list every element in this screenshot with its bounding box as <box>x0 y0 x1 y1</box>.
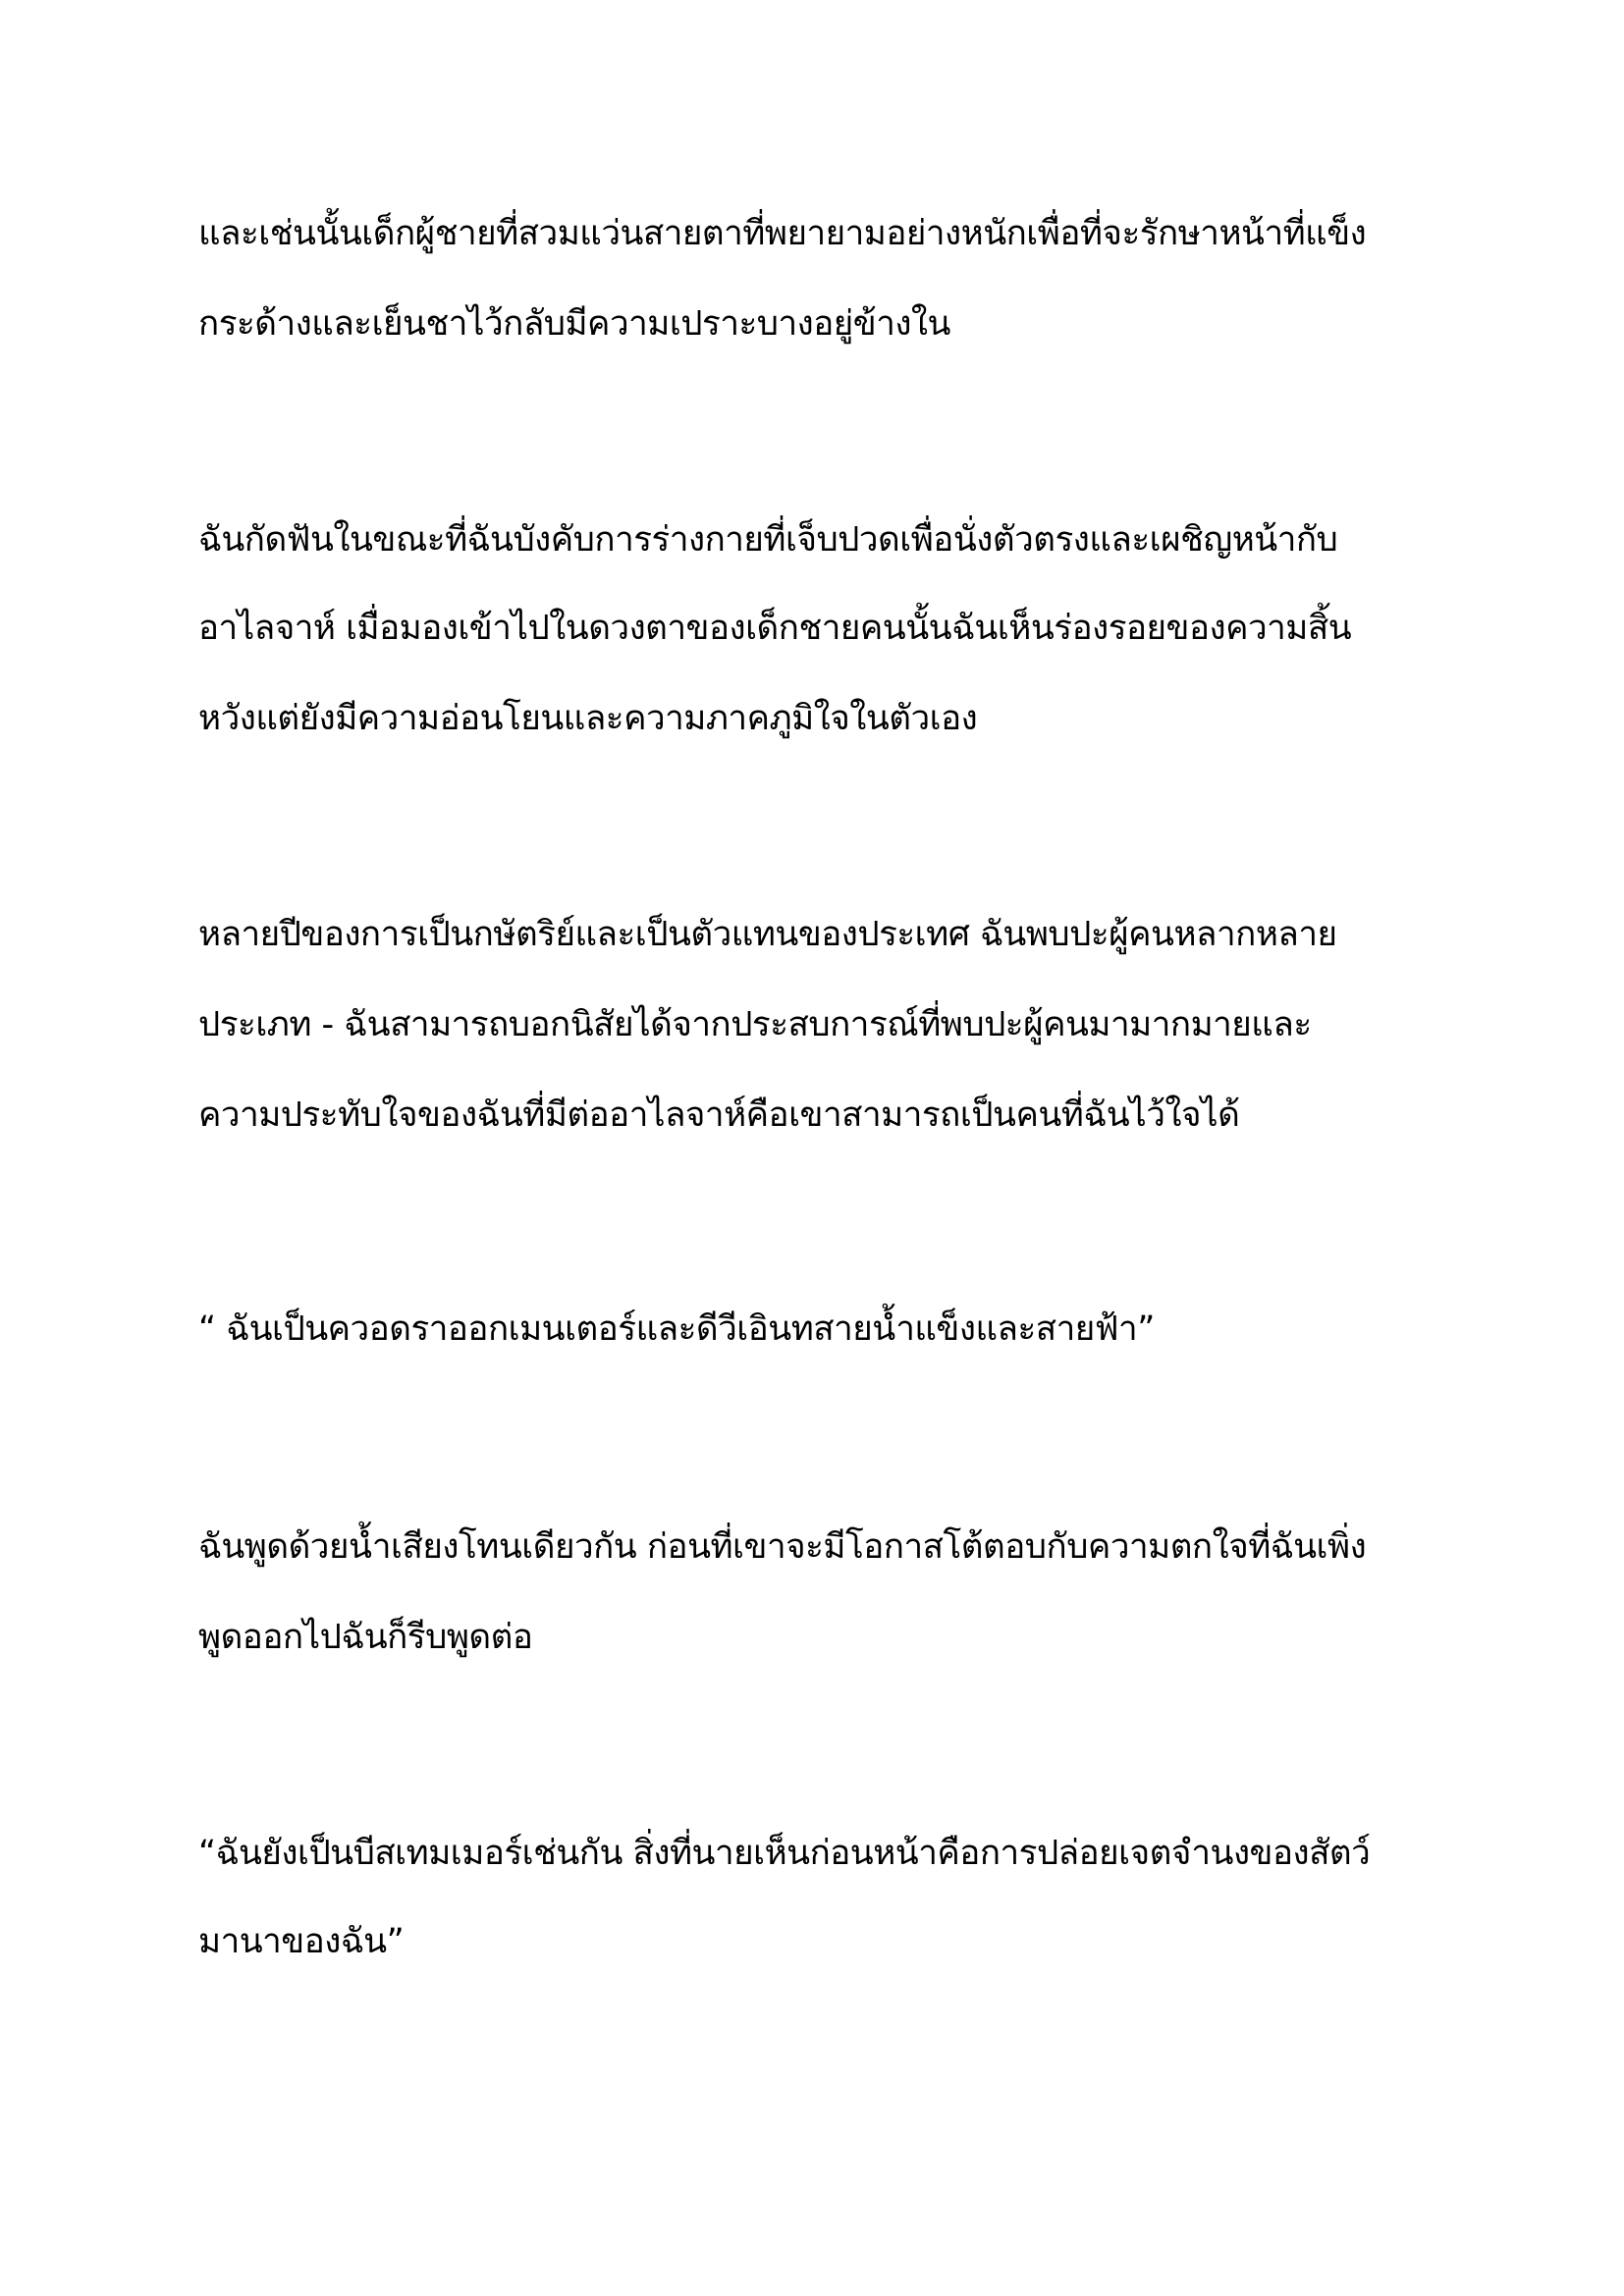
paragraph-3-line-3: ความประทับใจของฉันที่มีต่ออาไลจาห์คือเขาสามารถเป็นคนที่ฉันไว้ใจได้ <box>198 1095 1240 1135</box>
paragraph-3-line-2: ประเภท - ฉันสามารถบอกนิสัยได้จากประสบการณ์ที่พบปะผู้คนมามากมายและ <box>198 1005 1312 1044</box>
paragraph-2-line-2: อาไลจาห์ เมื่อมองเข้าไปในดวงตาของเด็กชายคนนั้นฉันเห็นร่องรอยของความสิ้น <box>198 609 1352 648</box>
paragraph-2-line-3: หวังแต่ยังมีความอ่อนโยนและความภาคภูมิใจในตัวเอง <box>198 699 978 738</box>
quote-2-line-1: “ฉันยังเป็นบีสเทมเมอร์เช่นกัน สิ่งที่นายเห็นก่อนหน้าคือการปล่อยเจตจำนงของสัตว์ <box>198 1834 1371 1873</box>
paragraph-4-line-1: ฉันพูดด้วยน้ำเสียงโทนเดียวกัน ก่อนที่เขาจะมีโอกาสโต้ตอบกับความตกใจที่ฉันเพิ่ง <box>198 1527 1367 1567</box>
paragraph-1-line-1: และเช่นนั้นเด็กผู้ชายที่สวมแว่นสายตาที่พยายามอย่างหนักเพื่อที่จะรักษาหน้าที่แข็ง <box>198 214 1367 253</box>
quote-1-line-1: “ ฉันเป็นควอดราออกเมนเตอร์และดีวีเอินทสายน้ำแข็งและสายฟ้า” <box>198 1309 1155 1349</box>
paragraph-4-line-2: พูดออกไปฉันก็รีบพูดต่อ <box>198 1618 533 1657</box>
paragraph-3-line-1: หลายปีของการเป็นกษัตริย์และเป็นตัวแทนของประเทศ ฉันพบปะผู้คนหลากหลาย <box>198 915 1337 954</box>
paragraph-2-line-1: ฉันกัดฟันในขณะที่ฉันบังคับการร่างกายที่เจ็บปวดเพื่อนั่งตัวตรงและเผชิญหน้ากับ <box>198 520 1338 560</box>
quote-2-line-2: มานาของฉัน” <box>198 1922 405 1961</box>
paragraph-1-line-2: กระด้างและเย็นชาไว้กลับมีความเปราะบางอยู่ข้างใน <box>198 304 950 344</box>
